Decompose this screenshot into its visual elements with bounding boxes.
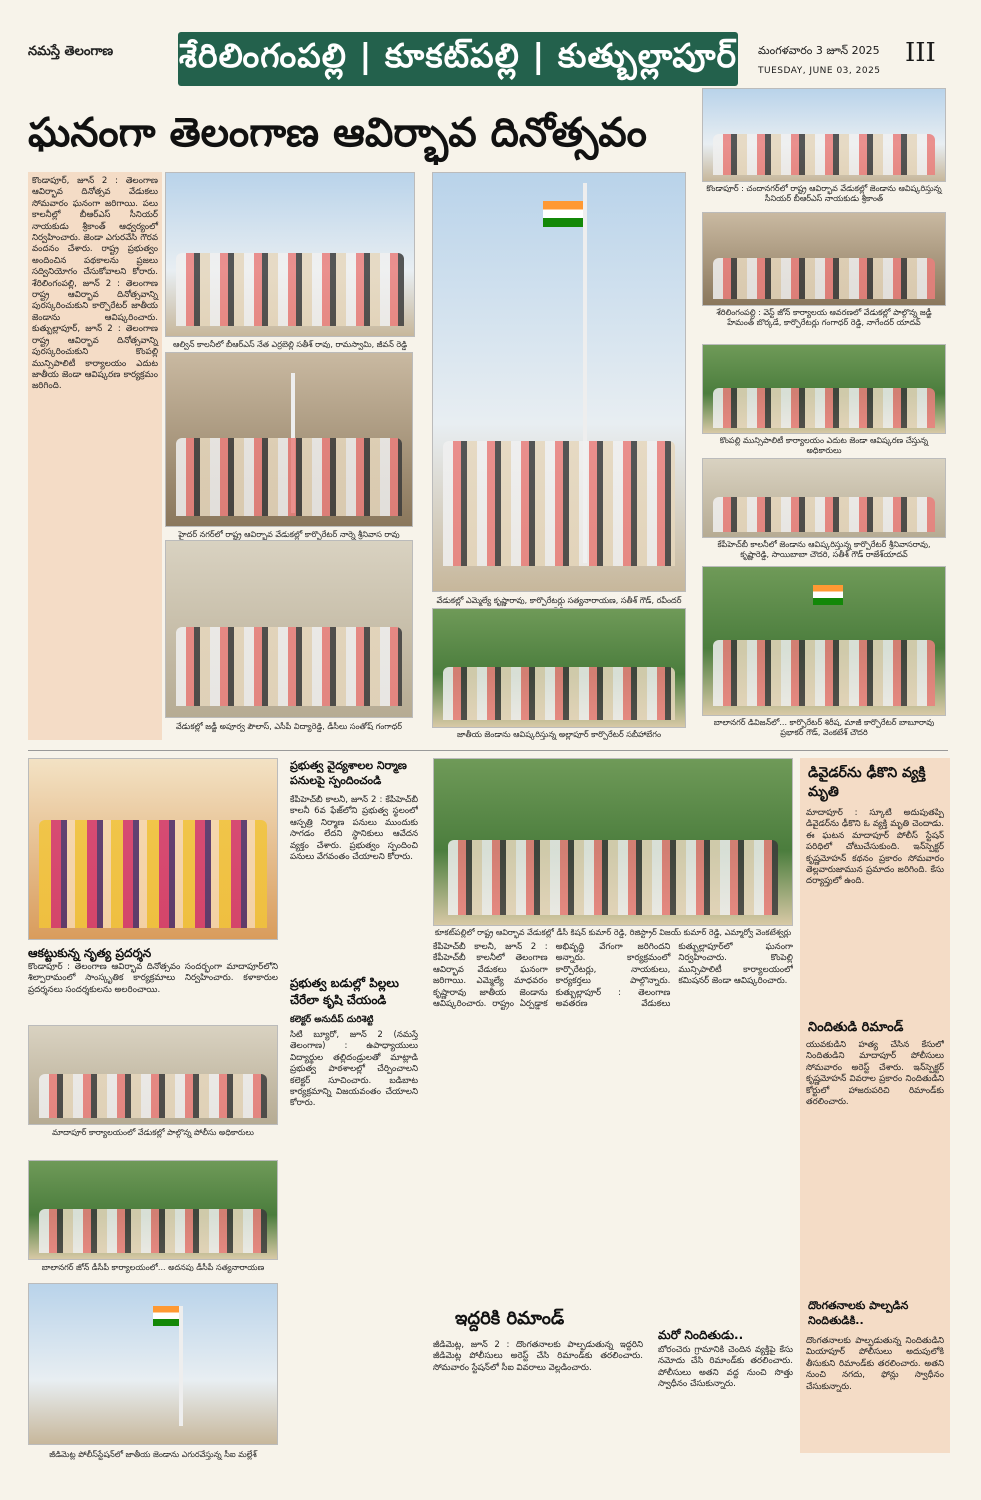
- right-news-column: [800, 758, 950, 1453]
- kphb-body: కేపీహెచ్‌బీ కాలనీ, జూన్ 2 : కేపీహెచ్‌బీ కాలనీలో తెలంగాణ ఆవిర్భావ వేడుకలు ఘనంగా జరిగాయి. ఎమ్మెల్యే మాధవరం కృష్ణారావు జాతీయ జెండాను ఆవిష్కరించారు. రాష్ట్రం ఏర్పడ్డాక అభివృద్ధి వేగంగా జరిగిందని అన్నారు. కార్యక్రమంలో కార్పొరేటర్లు, నాయకులు, కార్యకర్తలు పాల్గొన్నారు. కుత్బుల్లాపూర్ : తెలంగాణ అవతరణ వేడుకలు కుత్బుల్లాపూర్‌లో ఘనంగా నిర్వహించారు. కొంపెల్లి మున్సిపాలిటీ కార్యాలయంలో కమిషనర్ జెండా ఆవిష్కరించారు.: [433, 942, 793, 1010]
- caption-madhapur-police: మాదాపూర్ కార్యాలయంలో వేడుకల్లో పాల్గొన్న పోలీసు అధికారులు: [52, 1128, 254, 1137]
- photo-madhapur-police: [28, 1025, 278, 1125]
- caption-balanagar: బాలానగర్ డివిజన్‌లో... కార్పొరేటర్ శిరీష, మాజీ కార్పొరేటర్ బాబూరావు ప్రభాకర్ గౌడ్, వెంకటేశ్ చౌదరి: [713, 718, 935, 737]
- photo-alwin-colony: [165, 172, 415, 337]
- section-banner: శేరిలింగంపల్లి | కూకట్‌పల్లి | కుత్బుల్లాపూర్: [178, 32, 738, 86]
- divider-headline: డివైడర్‌ను ఢీకొని వ్యక్తి మృతి: [808, 765, 926, 800]
- caption-hyder-nagar: హైదర్ నగర్‌లో రాష్ట్ర ఆవిర్భావ వేడుకల్లో కార్పొరేటర్ నార్నె శ్రీనివాస రావు: [178, 530, 400, 539]
- hospital-body: కేపీహెచ్‌బీ కాలనీ, జూన్ 2 : కేపీహెచ్‌బీ కాలనీ 6వ ఫేజ్‌లోని ప్రభుత్వ స్థలంలో ఆస్పత్రి నిర్మాణ పనులు ముందుకు సాగడం లేదని స్థానికులు ఆవేదన వ్యక్తం చేశారు. ప్రభుత్వం స్పందించి పనులు వేగవంతం చేయాలని కోరారు.: [290, 795, 418, 863]
- date-telugu: మంగళవారం 3 జూన్ 2025: [758, 44, 880, 57]
- caption-dcp-office: బాలానగర్ జోన్ డీసీపీ కార్యాలయంలో... అదనపు డీసీపీ సత్యనారాయణ: [41, 1263, 265, 1272]
- caption-chandanagar: కొండాపూర్ : చందానగర్‌లో రాష్ట్ర ఆవిర్భావ వేడుకల్లో జెండాను ఆవిష్కరిస్తున్న సీనియర్ బీఆర్‌ఎస్ నాయకుడు శ్రీకాంత్: [706, 184, 942, 203]
- photo-dcp-office: [28, 1160, 278, 1260]
- caption-west-zone: శేరిలింగంపల్లి : వెస్ట్ జోన్ కార్యాలయ ఆవరణలో వేడుకల్లో పాల్గొన్న జడ్జీ హేమంత్ బొర్కడే, కార్పొరేటర్లు గంగాధర్ రెడ్డి, నాగేందర్ యాదవ్: [716, 308, 932, 327]
- photo-kphb: [702, 458, 946, 538]
- accused-remand-body: యువకుడిని హత్య చేసిన కేసులో నిందితుడిని మాదాపూర్ పోలీసులు సోమవారం అరెస్ట్ చేశారు. ఇన్‌స్పెక్టర్ కృష్ణమోహన్ వివరాల ప్రకారం నిందితుడిని కోర్టులో హాజరుపరిచి రిమాండ్‌కు తరలించారు.: [806, 1040, 944, 1108]
- photo-dance: [28, 758, 278, 940]
- caption-kphb: కేపీహెచ్‌బీ కాలనీలో జెండాను ఆవిష్కరిస్తున్న కార్పొరేటర్ శ్రీనివాసరావు, కృష్ణారెడ్డి, సాయిబాబా చౌదరి, సతీశ్ గౌడ్ రాజేశ్‌యాదవ్: [717, 540, 931, 559]
- hospital-headline: ప్రభుత్వ వైద్యశాలల నిర్మాణ పనులపై స్పందించండి: [290, 759, 407, 787]
- another-accused-headline: మరో నిందితుడు..: [658, 1328, 744, 1342]
- date-english: TUESDAY, JUNE 03, 2025: [758, 66, 881, 76]
- photo-allapur: [432, 608, 686, 728]
- photo-kukatpally: [433, 758, 793, 926]
- photo-west-zone: [702, 212, 946, 306]
- remand-body: జీడిమెట్ల, జూన్ 2 : దొంగతనాలకు పాల్పడుతున్న ఇద్దరిని జీడిమెట్ల పోలీసులు అరెస్ట్ చేసి రిమాండ్‌కు తరలించారు. సోమవారం స్టేషన్‌లో సీఐ వివరాలు వెల్లడించారు.: [433, 1340, 643, 1373]
- dance-body: కొండాపూర్ : తెలంగాణ ఆవిర్భావ దినోత్సవం సందర్భంగా మాదాపూర్‌లోని శిల్పారామంలో సాంస్కృతిక కార్యక్రమాలు నిర్వహించారు. కళాకారుల ప్రదర్శనలు సందర్శకులను అలరించాయి.: [28, 962, 278, 995]
- dance-headline: ఆకట్టుకున్న నృత్య ప్రదర్శన: [28, 946, 152, 960]
- main-story-body: కొండాపూర్, జూన్ 2 : తెలంగాణ ఆవిర్భావ దినోత్సవ వేడుకలు సోమవారం ఘనంగా జరిగాయి. పలు కాలనీల్లో బీఆర్‌ఎస్ సీనియర్ నాయకుడు శ్రీకాంత్ ఆధ్వర్యంలో నిర్వహించారు. జెండా ఎగురవేసి గౌరవ వందనం చేశారు. రాష్ట్ర ప్రభుత్వం అందించిన పథకాలను ప్రజలు సద్వినియోగం చేసుకోవాలని కోరారు. శేరిలింగంపల్లి, జూన్ 2 : తెలంగాణ రాష్ట్ర ఆవిర్భావ దినోత్సవాన్ని పురస్కరించుకుని కార్పొరేటర్ జాతీయ జెండాను ఆవిష్కరించారు. కుత్బుల్లాపూర్, జూన్ 2 : తెలంగాణ రాష్ట్ర ఆవిర్భావ దినోత్సవాన్ని పురస్కరించుకుని కొంపల్లి మున్సిపాలిటీ కార్యాలయం ఎదుట జాతీయ జెండా ఆవిష్కరణ కార్యక్రమం జరిగింది.: [28, 172, 162, 740]
- caption-jeedimetla: జీడిమెట్ల పోలీస్‌స్టేషన్‌లో జాతీయ జెండాను ఎగురవేస్తున్న సీఐ మల్లేశ్: [49, 1450, 257, 1459]
- page-number: III: [905, 38, 936, 68]
- accused-remand-headline: నిందితుడి రిమాండ్: [808, 1020, 904, 1035]
- photo-mla-flag-hoisting: [432, 172, 686, 592]
- photo-hyder-nagar: [165, 352, 413, 527]
- section-divider: [28, 750, 948, 751]
- schools-body: సిటీ బ్యూరో, జూన్ 2 (నమస్తే తెలంగాణ) : ఉపాధ్యాయులు విద్యార్థుల తల్లిదండ్రులతో మాట్లాడి ప్రభుత్వ పాఠశాలల్లో చేర్పించాలని కలెక్టర్ సూచించారు. బడిబాట కార్యక్రమాన్ని విజయవంతం చేయాలని కోరారు.: [290, 1030, 418, 1109]
- caption-judge-event: వేడుకల్లో జడ్జీ అపూర్వ పౌలాస్, ఎసీపీ విద్యారెడ్డి, డీసీలు సంతోష్ గంగాధర్: [175, 722, 403, 731]
- thieves-headline: దొంగతనాలకు పాల్పడిన నిందితుడికి..: [808, 1299, 909, 1327]
- photo-balanagar: [702, 566, 946, 716]
- caption-mla-flag-hoisting: వేడుకల్లో ఎమ్మెల్యే కృష్ణారావు, కార్పొరేటర్లు సత్యనారాయణ, సతీశ్ గౌడ్, రవీందర్: [436, 596, 682, 605]
- masthead: [0, 0, 981, 90]
- caption-allapur: జాతీయ జెండాను ఆవిష్కరిస్తున్న అల్లాపూర్ కార్పొరేటర్ సబీహాబేగం: [456, 730, 662, 739]
- newspaper-brand: నమస్తే తెలంగాణ: [28, 44, 114, 59]
- caption-alwin-colony: ఆల్విన్ కాలనీలో బీఆర్‌ఎస్ నేత ఎర్రబెల్లి సతీశ్ రావు, రామస్వామి, జీవన్ రెడ్డి: [172, 340, 408, 349]
- photo-chandanagar: [702, 88, 946, 182]
- caption-kompally: కొంపల్లి మున్సిపాలిటీ కార్యాలయం ఎదుట జెండా ఆవిష్కరణ చేస్తున్న అధికారులు: [719, 436, 929, 455]
- photo-judge-event: [165, 540, 413, 718]
- remand-headline: ఇద్దరికి రిమాండ్: [455, 1308, 565, 1329]
- divider-body: మాదాపూర్ : స్కూటీ అదుపుతప్పి డివైడర్‌ను ఢీకొని ఓ వ్యక్తి మృతి చెందాడు. ఈ ఘటన మాదాపూర్ పోలీస్ స్టేషన్ పరిధిలో చోటుచేసుకుంది. ఇన్‌స్పెక్టర్ కృష్ణమోహన్ కథనం ప్రకారం సోమవారం తెల్లవారుజామున ప్రమాదం జరిగింది. కేసు దర్యాప్తులో ఉంది.: [806, 808, 944, 887]
- caption-kukatpally: కూకట్‌పల్లిలో రాష్ట్ర ఆవిర్భావ వేడుకల్లో డీసీ కిషన్ కుమార్ రెడ్డి, రిజిస్ట్రార్ విజయ్ కుమార్ రెడ్డి, ఎమ్మార్వో వెంకటేశ్వర్లు: [434, 928, 792, 937]
- thieves-body: దొంగతనాలకు పాల్పడుతున్న నిందితుడిని మియాపూర్ పోలీసులు అదుపులోకి తీసుకుని రిమాండ్‌కు తరలించారు. అతని నుంచి నగదు, ఫోన్లు స్వాధీనం చేసుకున్నారు.: [806, 1336, 944, 1392]
- schools-headline: ప్రభుత్వ బడుల్లో పిల్లలు చేరేలా కృషి చేయండి: [290, 976, 399, 1007]
- schools-byline: కలెక్టర్ అనుదీప్ దురిశెట్టి: [290, 1015, 374, 1025]
- another-accused-body: బోరంచెరు గ్రామానికి చెందిన వ్యక్తిపై కేసు నమోదు చేసి రిమాండ్‌కు తరలించారు. పోలీసులు అతని వద్ద నుంచి సొత్తు స్వాధీనం చేసుకున్నారు.: [658, 1345, 793, 1390]
- photo-kompally: [702, 344, 946, 434]
- photo-jeedimetla: [28, 1283, 278, 1445]
- main-headline: ఘనంగా తెలంగాణ ఆవిర్భావ దినోత్సవం: [28, 110, 647, 156]
